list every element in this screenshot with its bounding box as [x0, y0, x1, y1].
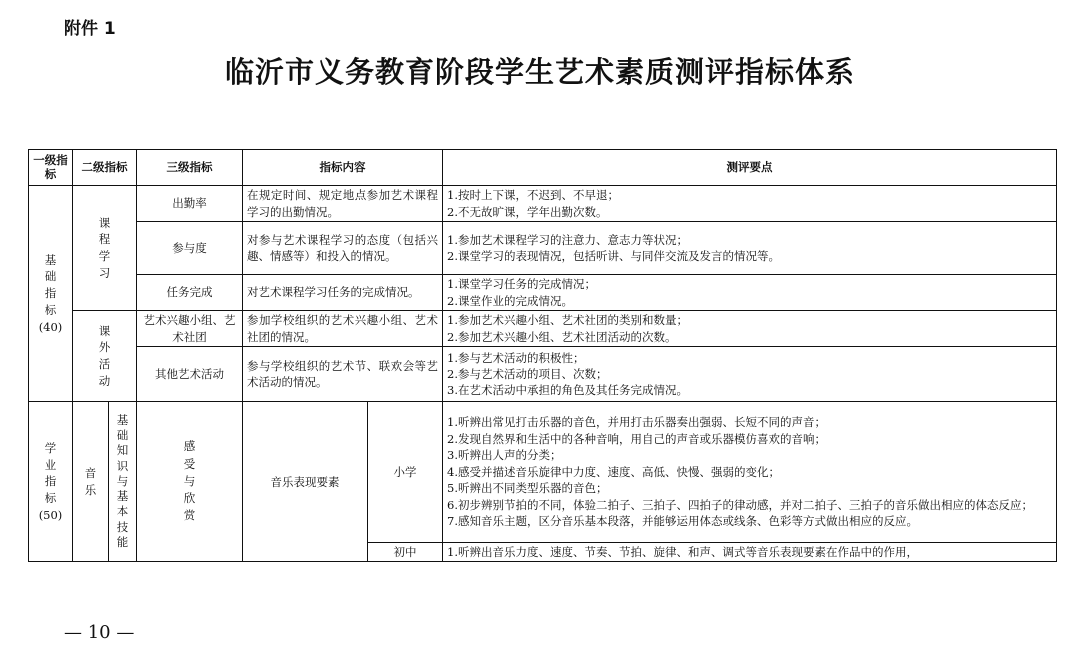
header-content: 指标内容 — [243, 150, 443, 186]
header-row — [29, 150, 1057, 186]
junior-school-label: 初中 — [368, 543, 443, 562]
table-row — [29, 347, 1057, 402]
level3-cell: 出勤率 — [137, 186, 243, 222]
level1-academic: 学 业 指 标 (50) — [29, 402, 73, 562]
level3-cell: 任务完成 — [137, 275, 243, 311]
points-cell: 1.按时上下课，不迟到、不早退； 2.不无故旷课，学年出勤次数。 — [443, 186, 1057, 222]
page-number: — 10 — — [64, 622, 135, 643]
header-level3: 三级指标 — [137, 150, 243, 186]
page-title: 临沂市义务教育阶段学生艺术素质测评指标体系 — [224, 55, 855, 89]
table-row — [29, 186, 1057, 222]
content-cell: 对艺术课程学习任务的完成情况。 — [243, 275, 443, 311]
header-points: 测评要点 — [443, 150, 1057, 186]
points-cell: 1.参加艺术课程学习的注意力、意志力等状况； 2.课堂学习的表现情况，包括听讲、与同伴交流及发言的情况等。 — [443, 222, 1057, 275]
skills-label: 基 础 知 识 与 基 本 技 能 — [109, 402, 137, 562]
points-cell: 1.参加艺术兴趣小组、艺术社团的类别和数量； 2.参加艺术兴趣小组、艺术社团活动的次数。 — [443, 311, 1057, 347]
indicator-table — [28, 149, 1057, 562]
table-row — [29, 222, 1057, 275]
points-cell: 1.参与艺术活动的积极性； 2.参与艺术活动的项目、次数； 3.在艺术活动中承担的角色及其任务完成情况。 — [443, 347, 1057, 402]
level1-basic: 基 础 指 标 (40) — [29, 186, 73, 402]
primary-school-label: 小学 — [368, 402, 443, 543]
level3-cell: 参与度 — [137, 222, 243, 275]
header-level1: 一级指标 — [29, 150, 73, 186]
level3-cell: 其他艺术活动 — [137, 347, 243, 402]
level2-music: 音 乐 — [73, 402, 109, 562]
content-cell: 在规定时间、规定地点参加艺术课程学习的出勤情况。 — [243, 186, 443, 222]
music-elements-cell: 音乐表现要素 — [243, 402, 368, 562]
attachment-label: 附件 1 — [64, 19, 116, 39]
table-row — [29, 275, 1057, 311]
primary-points-cell: 1.听辨出常见打击乐器的音色，并用打击乐器奏出强弱、长短不同的声音； 2.发现自然界和生活中的各种音响，用自己的声音或乐器模仿喜欢的音响； 3.听辨出人声的分类； 4.感受并描述音乐旋律中力度、速度、高低、快慢、强弱的变化； 5.听辨出不同类型乐器的音色； 6.初步辨别节拍的不同，体验二拍子、三拍子、四拍子的律动感，并对二拍子、三拍子的音乐做出相应的体态反应； 7.感知音乐主题，区分音乐基本段落，并能够运用体态或线条、色彩等方式做出相应的反应。 — [443, 402, 1057, 543]
table-row — [29, 311, 1057, 347]
table-row — [29, 402, 1057, 543]
level2-extracurricular: 课 外 活 动 — [73, 311, 137, 402]
level3-feel-appreciate: 感 受 与 欣 赏 — [137, 402, 243, 562]
content-cell: 参与学校组织的艺术节、联欢会等艺术活动的情况。 — [243, 347, 443, 402]
level3-cell: 艺术兴趣小组、艺术社团 — [137, 311, 243, 347]
level2-course-study: 课 程 学 习 — [73, 186, 137, 311]
content-cell: 对参与艺术课程学习的态度（包括兴趣、情感等）和投入的情况。 — [243, 222, 443, 275]
points-cell: 1.课堂学习任务的完成情况； 2.课堂作业的完成情况。 — [443, 275, 1057, 311]
junior-points-cell: 1.听辨出音乐力度、速度、节奏、节拍、旋律、和声、调式等音乐表现要素在作品中的作用， — [443, 543, 1057, 562]
content-cell: 参加学校组织的艺术兴趣小组、艺术社团的情况。 — [243, 311, 443, 347]
header-level2: 二级指标 — [73, 150, 137, 186]
